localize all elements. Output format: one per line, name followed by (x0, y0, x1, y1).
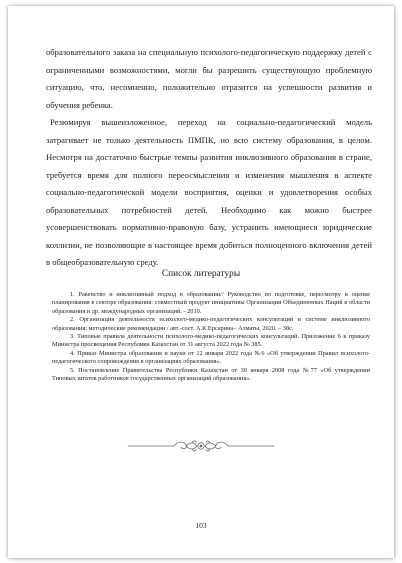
reference-item: 4. Приказ Министра образования и науки от 12 января 2022 года №6 «Об утверждении Правил психолого-педагогического сопровождения в организациях образования». (52, 349, 370, 366)
reference-item: 1. Равенство и инклюзивный подход в образовании// Руководство по подготовке, пересмотру и оценке планирования в секторе образования: совместный продукт инициативы Организации Объединенных Наций в области образования и др. международных организаций. - 2010. (52, 291, 370, 315)
reference-item: 2. Организация деятельности психолого-медико-педагогических консультаций в системе инклюзивного образования: методические рекомендации / авт.-сост. А.К.Ерсарина– Алматы, 2020. – 38с. (52, 316, 370, 332)
body-paragraph: образовательного заказа на специальную психолого-педагогическую поддержку детей с ограниченными возможностями, могли бы разрешить существующую проблемную ситуацию, что, несомненно, положительно отразится на успешности развития и обучения ребенка. (46, 47, 372, 110)
page-number: 103 (195, 521, 207, 530)
reference-item: 5. Постановление Правительства Республики Казахстан от 30 января 2008 года №77 «Об утверждении Типовых штатов работников государственных организаций образования». (52, 366, 370, 383)
references-list (52, 291, 370, 383)
body-paragraph: Резюмируя вышеизложенное, переход на социально-педагогический модель затрагивает не только деятельность ПМПК, но всю систему образования, в целом. Несмотря на достаточно быстрые темпы развития инклюзивного образования в стране, требуется время для полного переосмысления и изменения мышления в аспекте социально-педагогической модели восприятия, оценки и удовлетворения особых образовательных потребностей детей. Необходимо как можно быстрее усовершенствовать нормативно-правовую базу, устранить имеющиеся юридические коллизии, не позволяющие в настоящее время добиться полноценного включения детей в общеобразовательную среду. (46, 117, 372, 267)
body-text (46, 44, 372, 272)
reference-item: 3. Типовые правила деятельности психолого-медико-педагогических консультаций. Приложение 6 к приказу Министра просвещения Республики Казахстан от 31 августа 2022 года № 385. (52, 333, 370, 349)
references-title: Список литературы (161, 269, 241, 279)
document-page (8, 6, 394, 558)
flourish-divider-icon (126, 439, 276, 453)
